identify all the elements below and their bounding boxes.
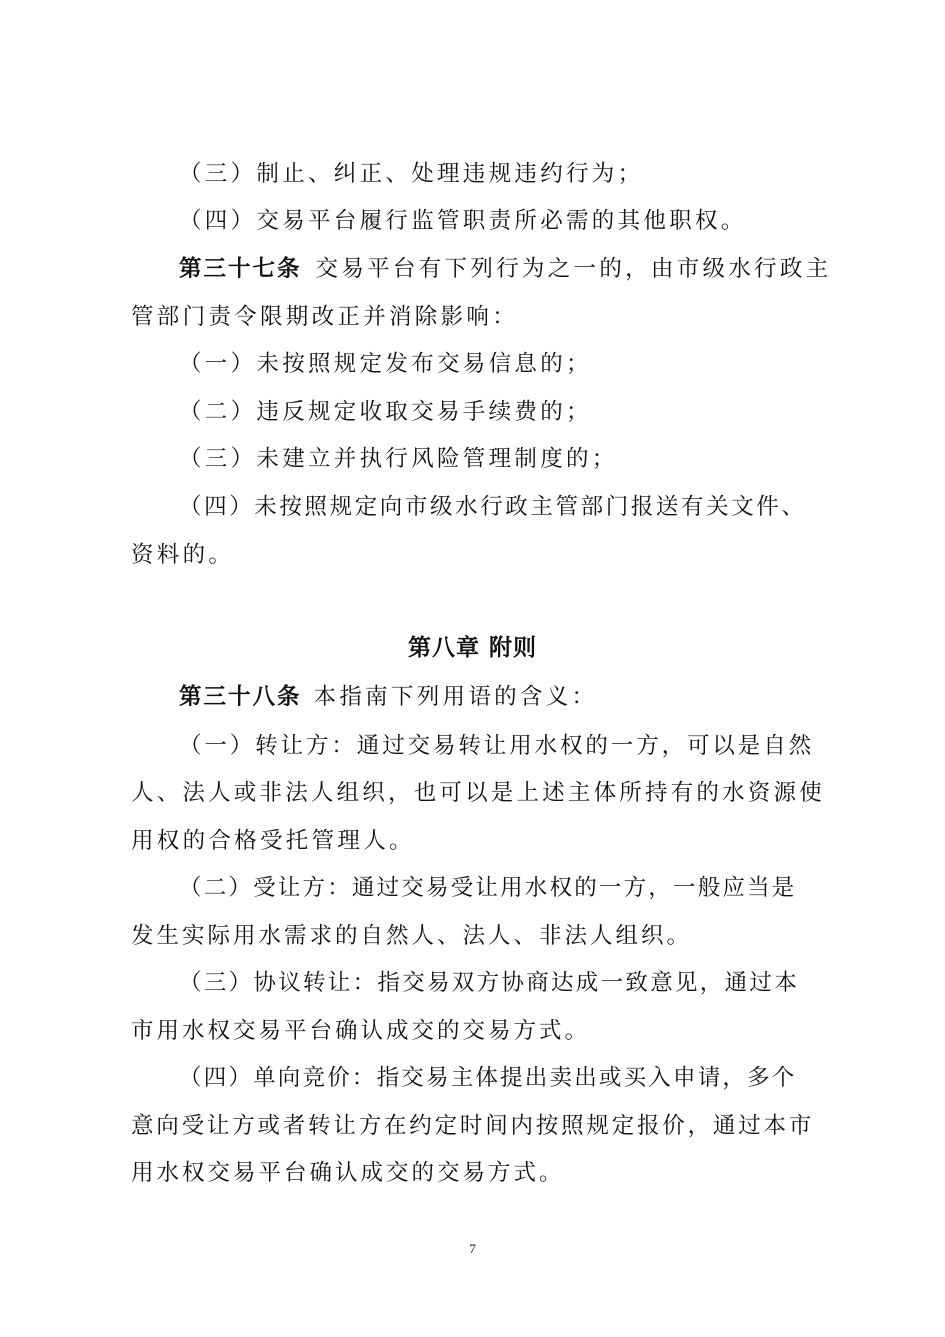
chapter-title: 第八章 附则 [407,635,537,661]
article-37-item-2: （二）违反规定收取交易手续费的； [179,399,592,425]
definition-3-line-1: （三）协议转让：指交易双方协商达成一致意见，通过本 [179,970,800,996]
article-37-item-4-cont: 资料的。 [131,542,235,568]
definition-4-line-2: 意向受让方或者转让方在约定时间内按照规定报价，通过本市 [131,1113,815,1139]
article-37-item-4: （四）未按照规定向市级水行政主管部门报送有关文件、 [179,494,807,520]
article-37-item-3: （三）未建立并执行风险管理制度的； [179,446,618,472]
article-38-text: 本指南下列用语的含义： [313,684,598,710]
definition-1-line-3: 用权的合格受托管理人。 [131,828,415,854]
paragraph-item-3: （三）制止、纠正、处理违规违约行为； [179,161,644,187]
definition-2-line-1: （二）受让方：通过交易受让用水权的一方，一般应当是 [179,875,797,901]
definition-4-line-3: 用水权交易平台确认成交的交易方式。 [131,1160,565,1186]
article-38-label: 第三十八条 [179,684,302,710]
definition-1-line-2: 人、法人或非法人组织，也可以是上述主体所持有的水资源使 [131,780,825,806]
definition-4-line-1: （四）单向竞价：指交易主体提出卖出或买入申请，多个 [179,1065,797,1091]
article-37-line-2: 管部门责令限期改正并消除影响： [131,304,519,330]
definition-1-line-1: （一）转让方：通过交易转让用水权的一方，可以是自然 [179,733,815,759]
article-38-line-1 [179,682,839,712]
article-37-text: 交易平台有下列行为之一的，由市级水行政主 [315,256,832,282]
article-37-label: 第三十七条 [179,256,302,282]
article-37-item-1: （一）未按照规定发布交易信息的； [179,351,592,377]
definition-3-line-2: 市用水权交易平台确认成交的交易方式。 [131,1018,591,1044]
definition-2-line-2: 发生实际用水需求的自然人、法人、非法人组织。 [131,923,693,949]
article-37-line-1 [179,254,832,284]
paragraph-item-4: （四）交易平台履行监管职责所必需的其他职权。 [179,208,747,234]
page-number: 7 [469,1241,476,1256]
